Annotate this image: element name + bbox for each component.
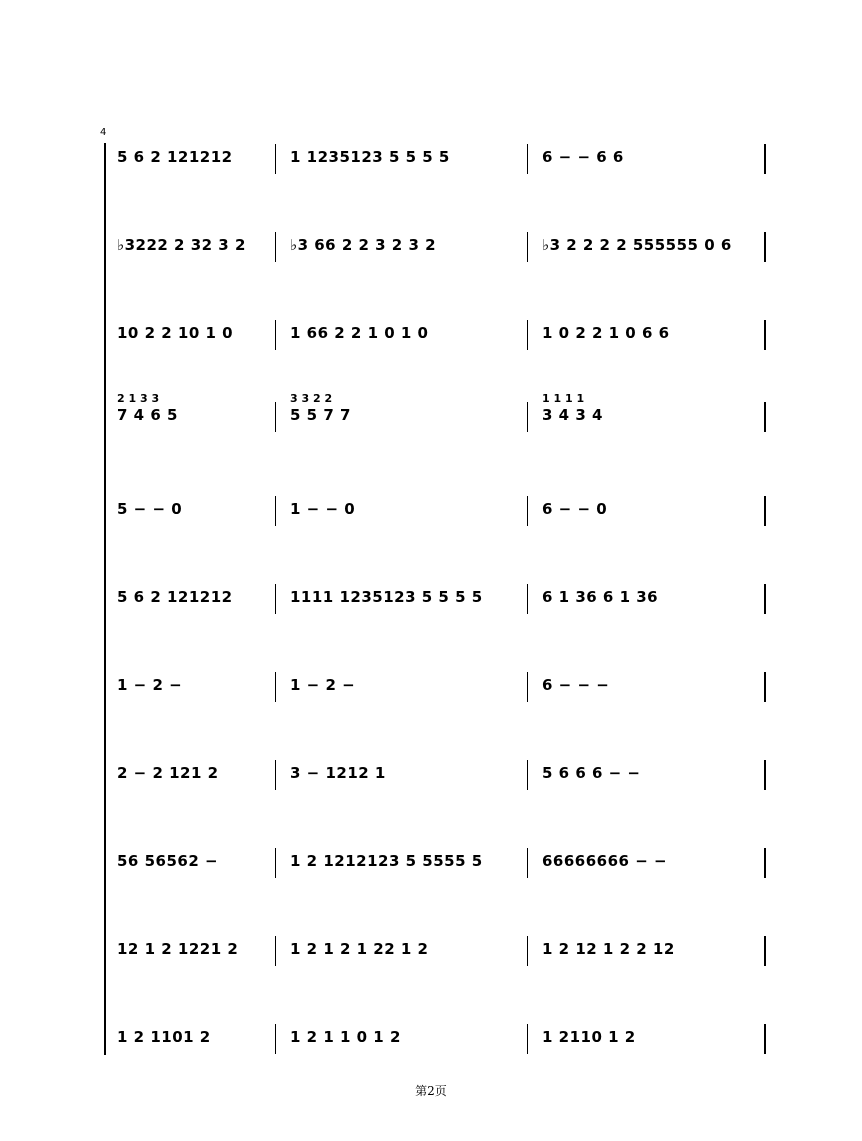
barline — [275, 1024, 276, 1054]
measure: 1 1235123 5 5 5 5 — [290, 148, 450, 166]
measure: 1 2 1101 2 — [117, 1028, 211, 1046]
barline — [275, 496, 276, 526]
barline — [275, 584, 276, 614]
measure: 5 − − 0 — [117, 500, 183, 518]
barline — [527, 144, 528, 174]
barline — [527, 320, 528, 350]
measure: 6 − − 0 — [542, 500, 608, 518]
measure: 10 2 2 10 1 0 — [117, 324, 234, 342]
measure: 2 − 2 121 2 — [117, 764, 219, 782]
barline — [527, 1024, 528, 1054]
staff-1 — [0, 140, 862, 200]
page-number: 第2页 — [415, 1084, 447, 1098]
barline — [764, 760, 766, 790]
staff-11 — [0, 1020, 862, 1080]
barline — [527, 584, 528, 614]
measure: 56 56562 − — [117, 852, 219, 870]
barline — [764, 936, 766, 966]
staff-8 — [0, 756, 862, 816]
staff-10 — [0, 932, 862, 992]
barline — [764, 320, 766, 350]
staff-6 — [0, 580, 862, 640]
barline — [527, 402, 528, 432]
barline — [275, 144, 276, 174]
barline — [275, 672, 276, 702]
barline — [275, 320, 276, 350]
measure: 6 − − 6 6 — [542, 148, 624, 166]
measure: 5 6 6 6 − − — [542, 764, 641, 782]
measure: 1 − − 0 — [290, 500, 356, 518]
measure: 5 5 7 7 — [290, 406, 351, 424]
measure: 1 − 2 − — [117, 676, 183, 694]
measure: 1 0 2 2 1 0 6 6 — [542, 324, 670, 342]
staff-3 — [0, 316, 862, 376]
staff-2 — [0, 228, 862, 288]
barline — [527, 760, 528, 790]
barline — [764, 672, 766, 702]
barline — [527, 848, 528, 878]
barline — [275, 402, 276, 432]
barline — [527, 936, 528, 966]
measure: 1 2 1 1 0 1 2 — [290, 1028, 401, 1046]
measure: 1 2 12 1 2 2 12 — [542, 940, 675, 958]
measure: 1111 1235123 5 5 5 5 — [290, 588, 483, 606]
barline — [275, 936, 276, 966]
measure: 1 − 2 − — [290, 676, 356, 694]
measure: 1 2110 1 2 — [542, 1028, 636, 1046]
measure: 3 − 1212 1 — [290, 764, 386, 782]
barline — [764, 1024, 766, 1054]
staff-7 — [0, 668, 862, 728]
barline — [527, 496, 528, 526]
measure: 3 4 3 4 — [542, 406, 603, 424]
barline — [764, 848, 766, 878]
measure: 7 4 6 5 — [117, 406, 178, 424]
measure: 5 6 2 121212 — [117, 588, 233, 606]
barline — [275, 848, 276, 878]
fingering-row: 2 1 3 3 — [117, 392, 160, 405]
barline — [764, 496, 766, 526]
staff-9 — [0, 844, 862, 904]
barline — [527, 672, 528, 702]
barline — [527, 232, 528, 262]
barline — [275, 232, 276, 262]
fingering-row: 1 1 1 1 — [542, 392, 585, 405]
system-number: 4 — [100, 127, 107, 138]
barline — [764, 144, 766, 174]
measure: ♭3 2 2 2 2 555555 0 6 — [542, 236, 732, 254]
barline — [764, 232, 766, 262]
measure: 6 − − − — [542, 676, 610, 694]
measure: 6 1 36 6 1 36 — [542, 588, 659, 606]
measure: 12 1 2 1221 2 — [117, 940, 239, 958]
measure: 1 66 2 2 1 0 1 0 — [290, 324, 429, 342]
barline — [764, 402, 766, 432]
fingering-row: 3 3 2 2 — [290, 392, 333, 405]
measure: 1 2 1212123 5 5555 5 — [290, 852, 483, 870]
measure: 5 6 2 121212 — [117, 148, 233, 166]
measure: 1 2 1 2 1 22 1 2 — [290, 940, 429, 958]
measure: ♭3222 2 32 3 2 — [117, 236, 246, 254]
barline — [764, 584, 766, 614]
measure: 66666666 − − — [542, 852, 668, 870]
staff-5 — [0, 492, 862, 552]
barline — [275, 760, 276, 790]
staff-4 — [0, 392, 862, 458]
measure: ♭3 66 2 2 3 2 3 2 — [290, 236, 437, 254]
